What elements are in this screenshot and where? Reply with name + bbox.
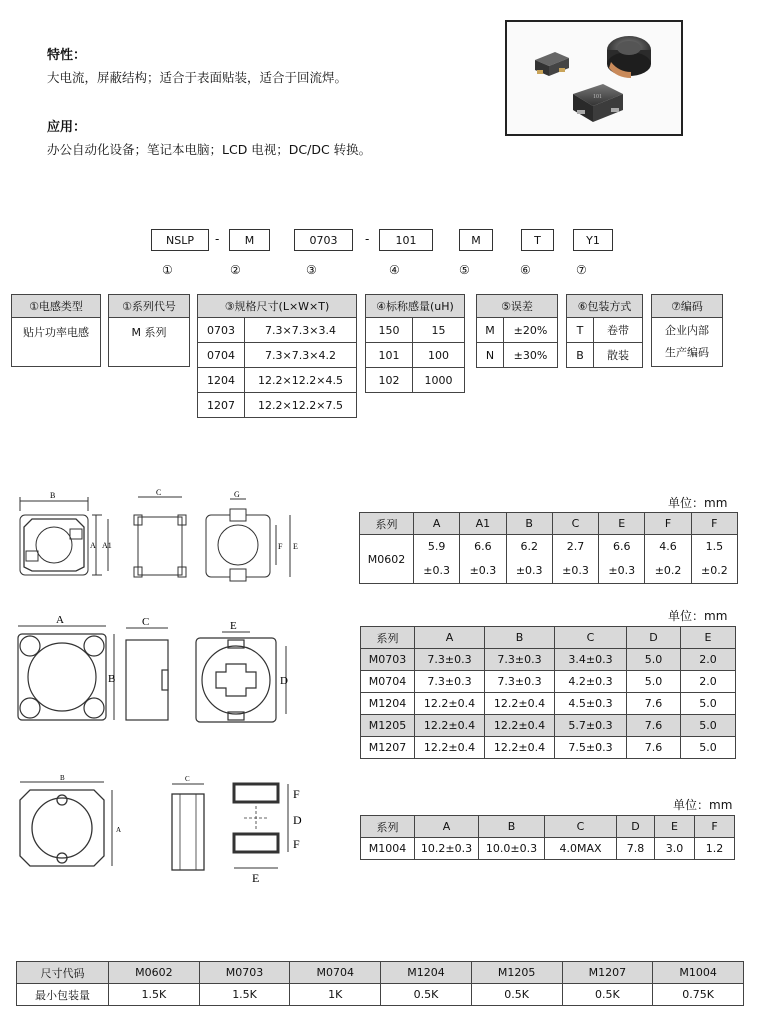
packing-qty: 0.75K: [653, 984, 744, 1006]
legend-ind-code: 102: [366, 368, 413, 393]
table1-header: A: [414, 513, 460, 535]
packing-qty: 0.5K: [562, 984, 653, 1006]
table2-unit: 单位：mm: [668, 609, 728, 623]
table1-header: A1: [460, 513, 506, 535]
packing-row-label: 最小包装量: [17, 984, 109, 1006]
table3-cell: 1.2: [695, 838, 735, 860]
drawing-row3: [10, 772, 310, 887]
legend-ind-value: 100: [413, 343, 465, 368]
dim-label: E: [252, 871, 260, 885]
legend-inductance-title: ④标称感量(uH): [366, 295, 465, 318]
packing-qty: 1.5K: [199, 984, 290, 1006]
legend-pack-title: ⑥包装方式: [567, 295, 643, 318]
table2-header: C: [555, 627, 627, 649]
table1-header: C: [552, 513, 598, 535]
part-box-7: Y1: [573, 229, 613, 251]
product-photo: [505, 20, 683, 136]
table2-cell: 5.0: [681, 715, 736, 737]
table2-cell: 7.3±0.3: [485, 671, 555, 693]
table2-header: E: [681, 627, 736, 649]
dim-label: A: [56, 614, 64, 626]
table2-cell: 12.2±0.4: [415, 693, 485, 715]
table1-unit: 单位：mm: [668, 496, 728, 510]
table1-value: 4.6: [659, 540, 677, 553]
table2-cell: 4.5±0.3: [555, 693, 627, 715]
table1-tol: ±0.3: [608, 564, 636, 577]
dim-label: C: [185, 775, 190, 783]
table2-cell: M1207: [361, 737, 415, 759]
dim-label: C: [156, 488, 162, 497]
dim-label: F: [293, 837, 300, 851]
legend-tol-value: ±30%: [504, 343, 558, 368]
packing-code: M0602: [109, 962, 200, 984]
table3-cell: 4.0MAX: [545, 838, 617, 860]
table3-cell: 3.0: [655, 838, 695, 860]
table1-value: 6.2: [520, 540, 538, 553]
packing-qty: 0.5K: [381, 984, 472, 1006]
table2-cell: 7.6: [627, 715, 681, 737]
table2-header: D: [627, 627, 681, 649]
dim-label: F: [278, 542, 283, 551]
table3-cell: 10.0±0.3: [479, 838, 545, 860]
table1-tol: ±0.3: [515, 564, 543, 577]
legend-size-value: 12.2×12.2×4.5: [245, 368, 357, 393]
table2-cell: M0704: [361, 671, 415, 693]
legend-type-value: 贴片功率电感: [12, 318, 101, 367]
table2-cell: 12.2±0.4: [415, 737, 485, 759]
table3-cell: M1004: [361, 838, 415, 860]
packing-code: M1207: [562, 962, 653, 984]
packing-code: M0703: [199, 962, 290, 984]
table1-value: 6.6: [613, 540, 631, 553]
legend-code-title: ⑦编码: [652, 295, 723, 318]
table2-cell: 7.3±0.3: [415, 671, 485, 693]
drawing-row2: [10, 612, 310, 732]
table2-cell: 5.7±0.3: [555, 715, 627, 737]
table2-cell: 3.4±0.3: [555, 649, 627, 671]
table3-header: D: [617, 816, 655, 838]
legend-series-value: M 系列: [109, 318, 190, 367]
legend-pack-code: B: [567, 343, 594, 368]
legend-size-code: 1204: [198, 368, 245, 393]
table3-cell: 10.2±0.3: [415, 838, 479, 860]
table3-header: A: [415, 816, 479, 838]
legend-ind-code: 150: [366, 318, 413, 343]
dim-label: B: [60, 774, 65, 782]
legend-inductance: [365, 294, 465, 393]
legend-code: [651, 294, 723, 367]
table2-cell: M1205: [361, 715, 415, 737]
table2-cell: 12.2±0.4: [485, 715, 555, 737]
table3-header: C: [545, 816, 617, 838]
applications-text: 办公自动化设备；笔记本电脑；LCD 电视；DC/DC 转换。: [47, 142, 372, 157]
table2-cell: 7.3±0.3: [485, 649, 555, 671]
legend-type: [11, 294, 101, 367]
table2-header: B: [485, 627, 555, 649]
table2-cell: 5.0: [681, 737, 736, 759]
dim-label: E: [230, 620, 237, 632]
table1-tol: ±0.3: [469, 564, 497, 577]
dim-label: F: [293, 787, 300, 801]
legend-size-code: 1207: [198, 393, 245, 418]
table2-cell: 4.2±0.3: [555, 671, 627, 693]
legend-type-title: ①电感类型: [12, 295, 101, 318]
table1-header: E: [599, 513, 645, 535]
legend-tolerance: [476, 294, 558, 368]
table2-header: 系列: [361, 627, 415, 649]
table2-cell: 12.2±0.4: [485, 693, 555, 715]
dim-label: D: [280, 675, 288, 687]
packing-qty: 1.5K: [109, 984, 200, 1006]
legend-size-value: 7.3×7.3×3.4: [245, 318, 357, 343]
dim-label: A1: [102, 541, 112, 550]
table1-value: 5.9: [427, 540, 446, 553]
legend-ind-value: 15: [413, 318, 465, 343]
legend-ind-value: 1000: [413, 368, 465, 393]
applications-title: 应用：: [47, 120, 87, 135]
table2-cell: 7.6: [627, 693, 681, 715]
features-title: 特性：: [47, 48, 87, 63]
table1-header: 系列: [360, 513, 414, 535]
packing-header-label: 尺寸代码: [17, 962, 109, 984]
part-box-6: T: [521, 229, 554, 251]
dim-label: B: [50, 491, 56, 500]
table1-header: F: [645, 513, 691, 535]
dimension-table-3: [360, 815, 735, 860]
part-dash-1: -: [215, 232, 220, 246]
legend-ind-code: 101: [366, 343, 413, 368]
packing-qty: 1K: [290, 984, 381, 1006]
table2-cell: 7.5±0.3: [555, 737, 627, 759]
table2-cell: 5.0: [627, 649, 681, 671]
table1-value: 1.5: [705, 540, 724, 553]
part-box-2: M: [229, 229, 270, 251]
dim-label: E: [293, 542, 298, 551]
legend-size: [197, 294, 357, 418]
legend-packing: [566, 294, 643, 368]
legend-tol-value: ±20%: [504, 318, 558, 343]
legend-code-line: 企业内部: [665, 324, 709, 337]
legend-size-code: 0703: [198, 318, 245, 343]
packing-table: [16, 961, 744, 1006]
legend-size-value: 12.2×12.2×7.5: [245, 393, 357, 418]
dim-label: D: [293, 813, 302, 827]
table2-cell: 12.2±0.4: [485, 737, 555, 759]
table1-header: B: [506, 513, 552, 535]
table3-unit: 单位：mm: [673, 798, 733, 812]
marker-4: ④: [389, 263, 400, 277]
table3-header: 系列: [361, 816, 415, 838]
table3-header: E: [655, 816, 695, 838]
table1-value: 2.7: [566, 540, 585, 553]
legend-pack-value: 散装: [594, 343, 643, 368]
table1-header: F: [691, 513, 737, 535]
part-box-4: 101: [379, 229, 433, 251]
part-box-1: NSLP: [151, 229, 209, 251]
legend-tol-title: ⑤误差: [477, 295, 558, 318]
table1-tol: ±0.2: [700, 564, 728, 577]
legend-series-title: ①系列代号: [109, 295, 190, 318]
marker-3: ③: [306, 263, 317, 277]
packing-code: M0704: [290, 962, 381, 984]
marker-1: ①: [162, 263, 173, 277]
part-box-5: M: [459, 229, 493, 251]
table2-cell: 7.6: [627, 737, 681, 759]
table2-cell: M1204: [361, 693, 415, 715]
table2-cell: 5.0: [627, 671, 681, 693]
legend-pack-code: T: [567, 318, 594, 343]
marker-2: ②: [230, 263, 241, 277]
table1-tol: ±0.3: [423, 564, 450, 577]
table2-header: A: [415, 627, 485, 649]
marker-5: ⑤: [459, 263, 470, 277]
table3-header: F: [695, 816, 735, 838]
part-box-3: 0703: [294, 229, 353, 251]
legend-tol-code: N: [477, 343, 504, 368]
packing-code: M1204: [381, 962, 472, 984]
table2-cell: 5.0: [681, 693, 736, 715]
legend-code-line: 生产编码: [665, 346, 709, 359]
svg-text:101: 101: [593, 94, 602, 100]
table2-cell: M0703: [361, 649, 415, 671]
dimension-table-1: [359, 512, 738, 584]
dimension-table-2: [360, 626, 736, 759]
features-text: 大电流，屏蔽结构；适合于表面贴装，适合于回流焊。: [47, 70, 348, 85]
dim-label: C: [142, 616, 150, 628]
dim-label: A: [116, 826, 122, 834]
table1-value: 6.6: [474, 540, 492, 553]
dim-label: G: [234, 490, 240, 499]
part-dash-2: -: [365, 232, 370, 246]
drawing-row1: [10, 485, 310, 595]
table2-cell: 2.0: [681, 649, 736, 671]
packing-qty: 0.5K: [471, 984, 562, 1006]
table1-tol: ±0.3: [562, 564, 589, 577]
packing-code: M1205: [471, 962, 562, 984]
legend-size-title: ③规格尺寸(L×W×T): [198, 295, 357, 318]
legend-size-value: 7.3×7.3×4.2: [245, 343, 357, 368]
table2-cell: 12.2±0.4: [415, 715, 485, 737]
legend-tol-code: M: [477, 318, 504, 343]
packing-code: M1004: [653, 962, 744, 984]
table3-header: B: [479, 816, 545, 838]
legend-series: [108, 294, 190, 367]
table1-tol: ±0.2: [654, 564, 682, 577]
marker-6: ⑥: [520, 263, 531, 277]
table2-cell: 7.3±0.3: [415, 649, 485, 671]
dim-label: B: [108, 673, 116, 685]
legend-pack-value: 卷带: [594, 318, 643, 343]
legend-size-code: 0704: [198, 343, 245, 368]
marker-7: ⑦: [576, 263, 587, 277]
table1-row-label: M0602: [360, 535, 414, 584]
table2-cell: 2.0: [681, 671, 736, 693]
dim-label: A: [90, 541, 96, 550]
table3-cell: 7.8: [617, 838, 655, 860]
